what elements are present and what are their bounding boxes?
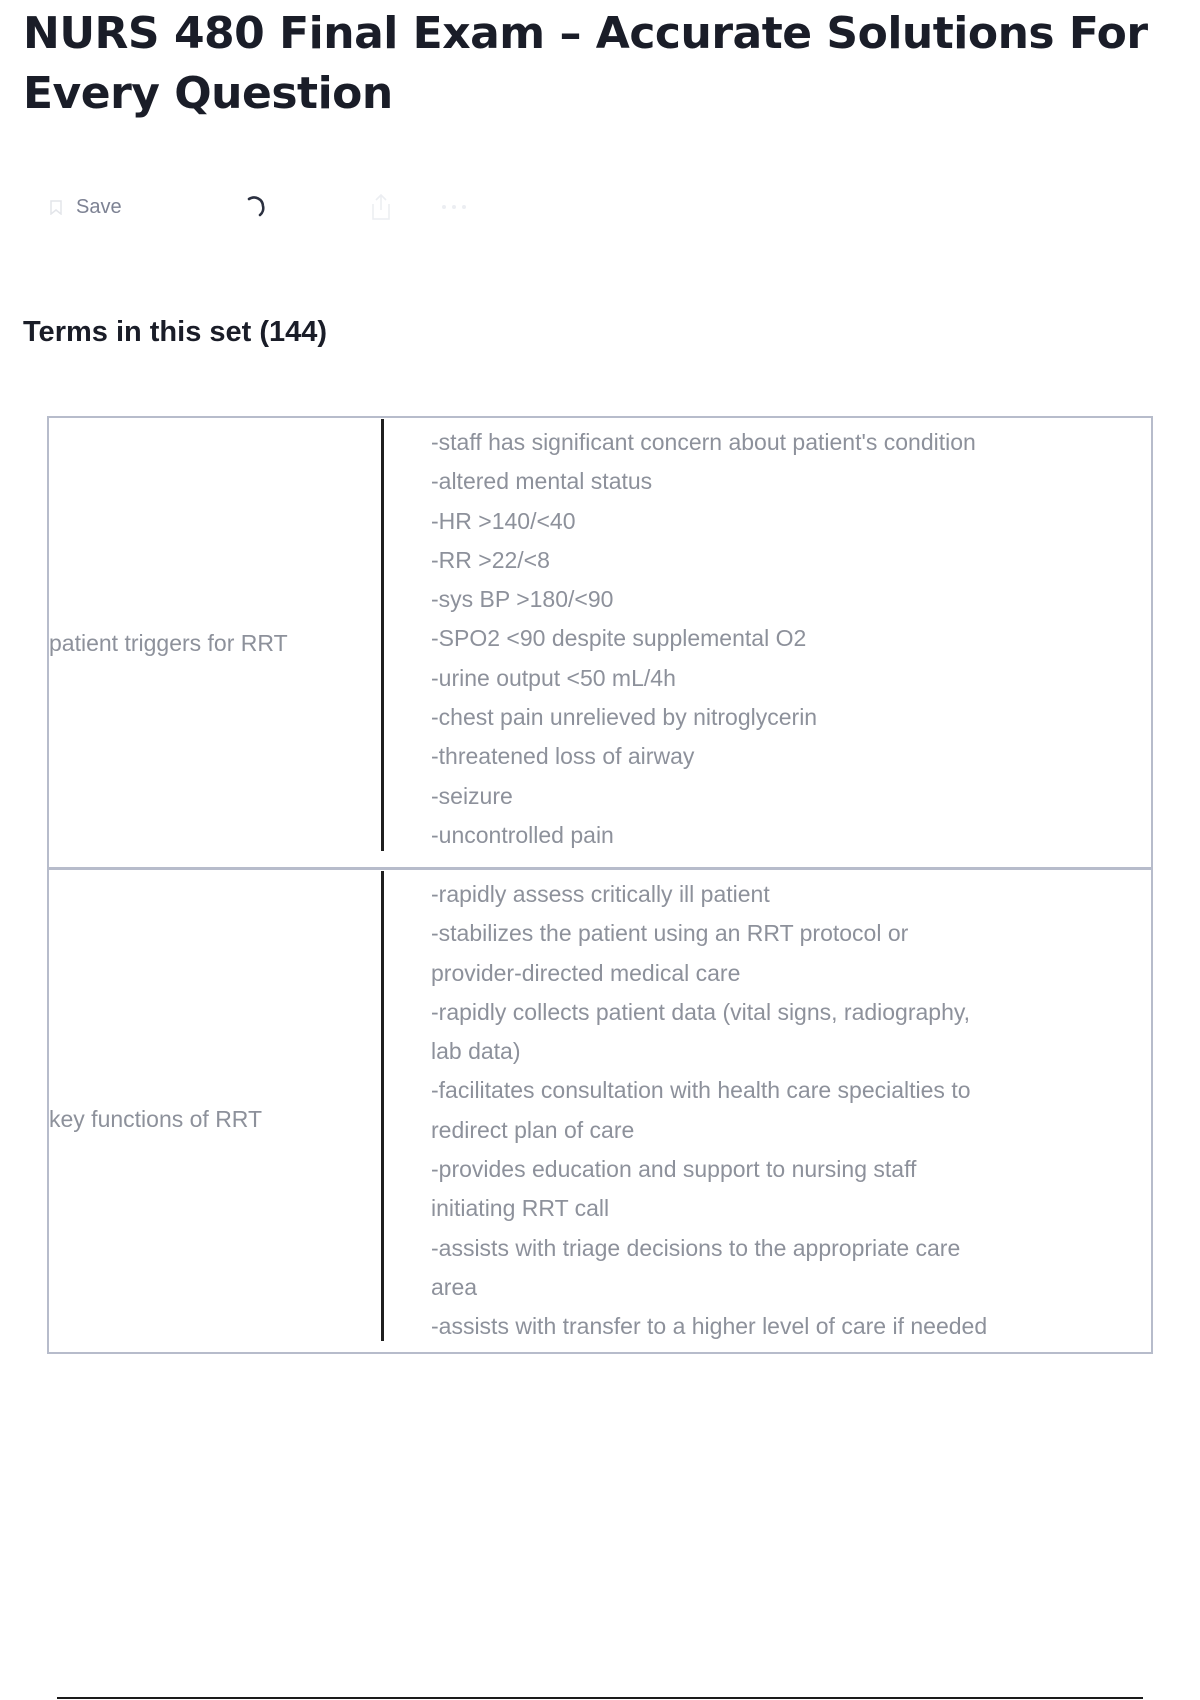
definition-line: -assists with triage decisions to the appropriate care (431, 1234, 961, 1261)
definition-line: -rapidly assess critically ill patient (431, 881, 770, 907)
definition-line: -chest pain unrelieved by nitroglycerin (431, 704, 818, 731)
bookmark-icon (50, 200, 62, 215)
definition-line: area (431, 1273, 478, 1300)
definition-line: -facilitates consultation with health care specialties to (431, 1077, 971, 1104)
definition-line: -stabilizes the patient using an RRT protocol or (431, 920, 909, 947)
more-options-icon[interactable] (434, 190, 474, 224)
term-row (49, 867, 1151, 1352)
save-button[interactable] (50, 190, 122, 224)
terms-count-heading: Terms in this set (144) (23, 316, 328, 348)
definition-line: redirect plan of care (431, 1116, 635, 1143)
term-row (49, 418, 1151, 867)
term-definition (384, 870, 1141, 1352)
definition-line: -SPO2 <90 despite supplemental O2 (431, 625, 807, 652)
spinner-icon (240, 190, 274, 224)
definition-line: lab data) (431, 1038, 521, 1065)
term-definition (384, 418, 1141, 867)
definition-line: -provides education and support to nursing staff (431, 1156, 917, 1183)
definition-line: -uncontrolled pain (431, 821, 614, 848)
definition-line: -RR >22/<8 (431, 546, 550, 573)
bottom-divider (57, 1697, 1143, 1699)
definition-line: -assists with transfer to a higher level of care if needed (431, 1313, 988, 1340)
terms-table (47, 416, 1153, 1354)
definition-line: -urine output <50 mL/4h (431, 664, 676, 691)
definition-line: provider-directed medical care (431, 959, 741, 986)
definition-line: -seizure (431, 782, 513, 809)
share-icon[interactable] (364, 190, 398, 224)
page-title: NURS 480 Final Exam – Accurate Solutions For Every Question (23, 8, 1148, 119)
definition-line: -staff has significant concern about patient's condition (431, 429, 976, 455)
definition-line: -altered mental status (431, 468, 653, 495)
term-word-text: key functions of RRT (49, 1105, 263, 1132)
save-label: Save (76, 195, 122, 218)
definition-line: initiating RRT call (431, 1195, 610, 1222)
term-word-text: patient triggers for RRT (49, 630, 288, 656)
definition-line: -sys BP >180/<90 (431, 586, 614, 613)
toolbar (50, 190, 550, 224)
term-word (49, 870, 381, 1352)
term-word (49, 418, 381, 867)
definition-line: -HR >140/<40 (431, 507, 576, 534)
definition-line: -rapidly collects patient data (vital signs, radiography, (431, 998, 971, 1025)
definition-line: -threatened loss of airway (431, 743, 695, 770)
